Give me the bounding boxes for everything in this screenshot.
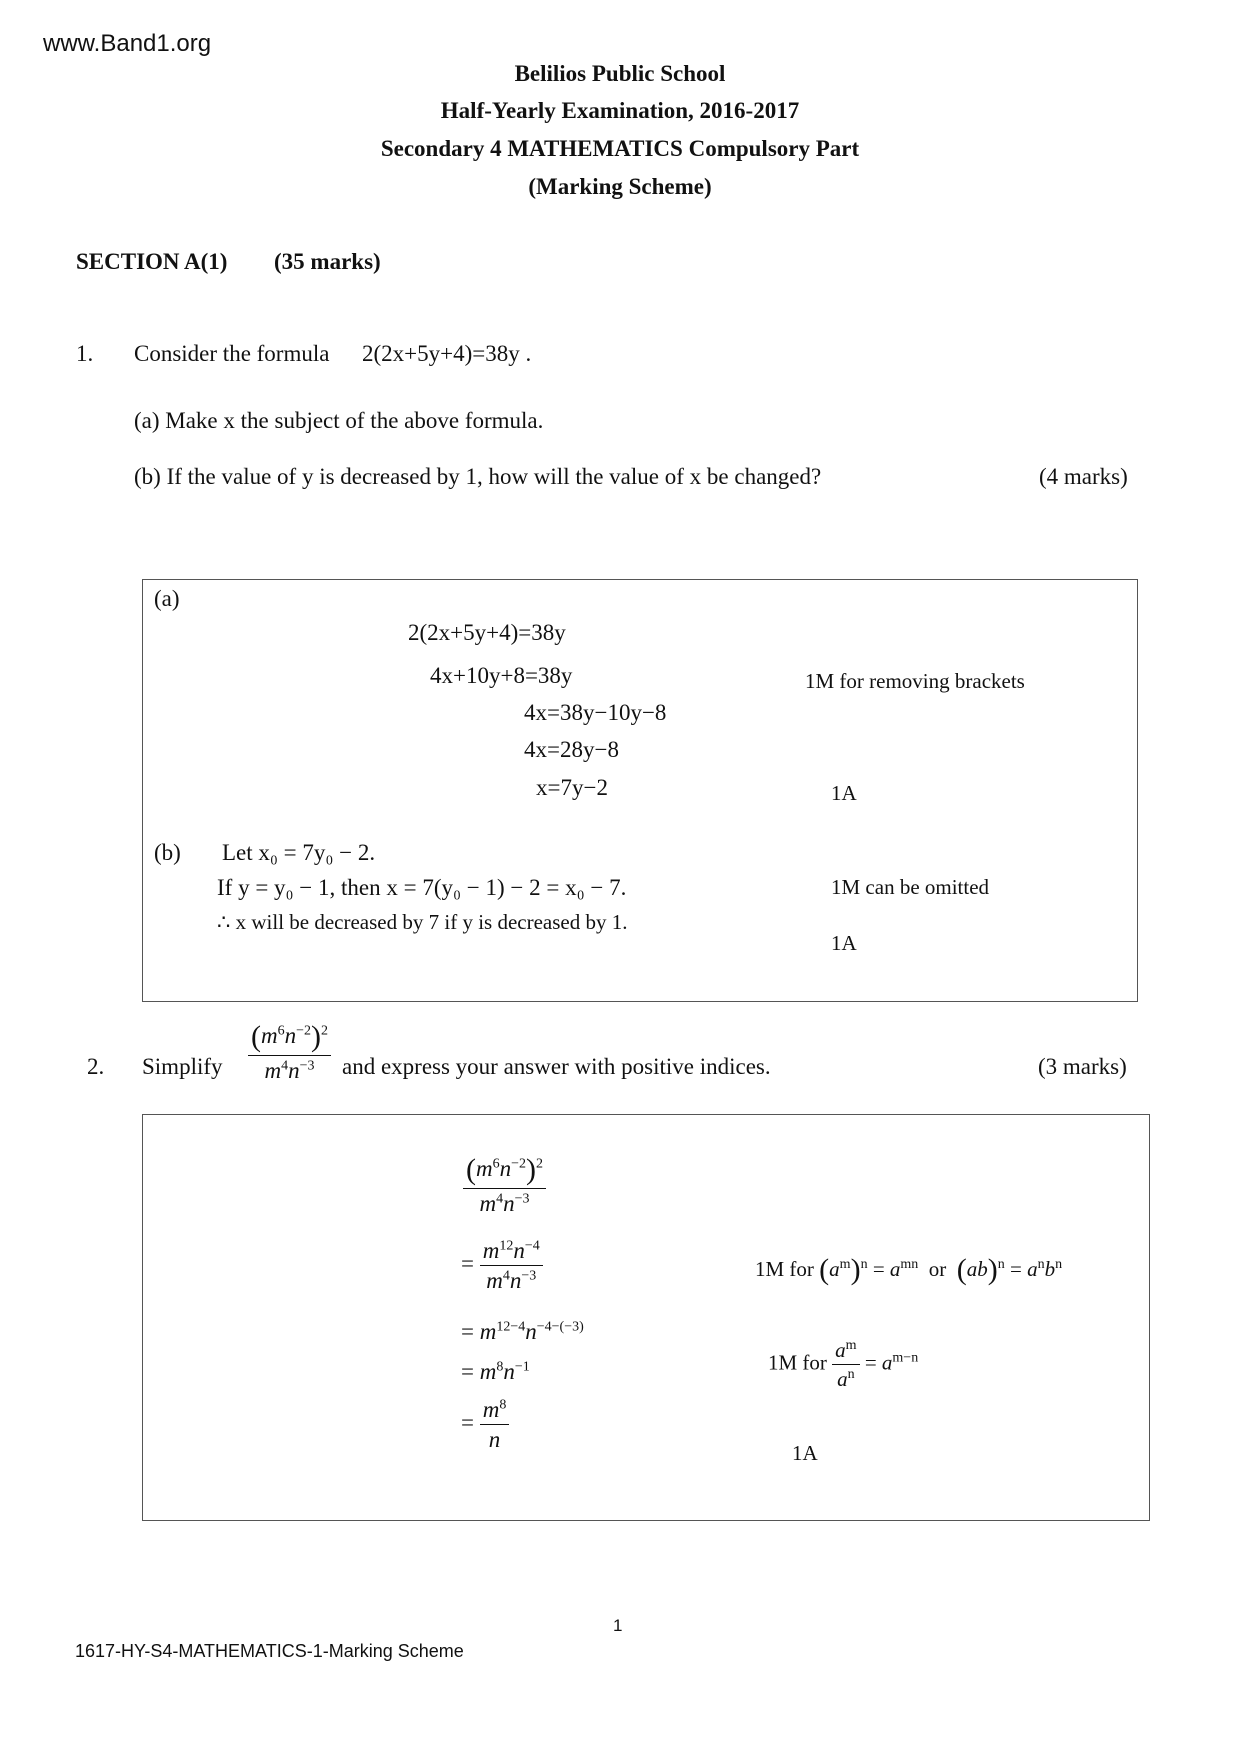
q1-number: 1. bbox=[76, 341, 94, 366]
subject-title: Secondary 4 MATHEMATICS Compulsory Part bbox=[380, 136, 860, 161]
exam-title: Half-Yearly Examination, 2016-2017 bbox=[440, 98, 800, 123]
school-name: Belilios Public School bbox=[514, 61, 726, 86]
step: 2(2x+5y+4)=38y bbox=[408, 620, 566, 645]
footer-code: 1617-HY-S4-MATHEMATICS-1-Marking Scheme bbox=[75, 1641, 464, 1661]
step: 4x=38y−10y−8 bbox=[524, 700, 667, 725]
b-line: If y = y₀ − 1, then x = 7(y₀ − 1) − 2 = x₀ − 7. bbox=[217, 875, 627, 900]
answer-b-label: (b) bbox=[154, 840, 181, 865]
q1-part-a: (a) Make x the subject of the above formula. bbox=[134, 408, 544, 433]
q2-number: 2. bbox=[87, 1054, 105, 1079]
step: = $\frac{m^{12}n^{-4}}{m^4n^{-3}}$ bbox=[461, 1239, 543, 1292]
step: = $m^{12-4}n^{-4-(-3)}$ bbox=[461, 1319, 584, 1344]
remark: 1A bbox=[831, 931, 857, 955]
q2-tail: and express your answer with positive indices. bbox=[342, 1054, 771, 1079]
step: x=7y−2 bbox=[536, 775, 608, 800]
remark-prefix: 1M for bbox=[755, 1257, 814, 1281]
remark: 1M for $(a^m)^n = a^{mn}$ or $(ab)^n = a^nb^n$ bbox=[755, 1253, 1063, 1286]
step: $\frac{(m^6n^{-2})^2}{m^4n^{-3}}$ bbox=[463, 1155, 546, 1215]
step: = $\frac{m^8}{n}$ bbox=[461, 1398, 509, 1451]
q1-intro: Consider the formula bbox=[134, 341, 330, 366]
b-line: ∴ x will be decreased by 7 if y is decreased by 1. bbox=[217, 910, 628, 934]
b-line: Let x₀ = 7y₀ − 2. bbox=[222, 840, 376, 865]
remark: 1M for removing brackets bbox=[805, 669, 1025, 693]
watermark: www.Band1.org bbox=[43, 30, 212, 57]
step: = $m^8n^{-1}$ bbox=[461, 1359, 530, 1384]
scheme-title: (Marking Scheme) bbox=[528, 174, 712, 199]
q2-marks: (3 marks) bbox=[1038, 1054, 1127, 1079]
remark: 1M for $\frac{a^m}{a^n}$ = $a^{m-n}$ bbox=[768, 1338, 919, 1391]
page-number: 1 bbox=[613, 1616, 623, 1635]
q1-part-b: (b) If the value of y is decreased by 1, how will the value of x be changed? bbox=[134, 464, 822, 489]
section-title: SECTION A(1) bbox=[76, 249, 228, 274]
q2-intro: Simplify bbox=[142, 1054, 223, 1079]
q1-marks: (4 marks) bbox=[1039, 464, 1128, 489]
step: 4x+10y+8=38y bbox=[430, 663, 573, 688]
remark-or: or bbox=[928, 1257, 947, 1281]
q1-answer-box bbox=[142, 579, 1138, 1002]
remark-prefix: 1M for bbox=[768, 1350, 827, 1375]
step: 4x=28y−8 bbox=[524, 737, 619, 762]
answer-a-label: (a) bbox=[154, 586, 180, 611]
q2-expression: $\frac{(m^6n^{-2})^2}{m^4n^{-3}}$ bbox=[248, 1022, 331, 1082]
remark: 1M can be omitted bbox=[831, 875, 990, 899]
q2-answer-box bbox=[142, 1114, 1150, 1521]
q1-formula: 2(2x+5y+4)=38y . bbox=[362, 341, 532, 366]
remark: 1A bbox=[792, 1441, 818, 1465]
section-marks: (35 marks) bbox=[274, 249, 381, 274]
remark: 1A bbox=[831, 781, 857, 805]
